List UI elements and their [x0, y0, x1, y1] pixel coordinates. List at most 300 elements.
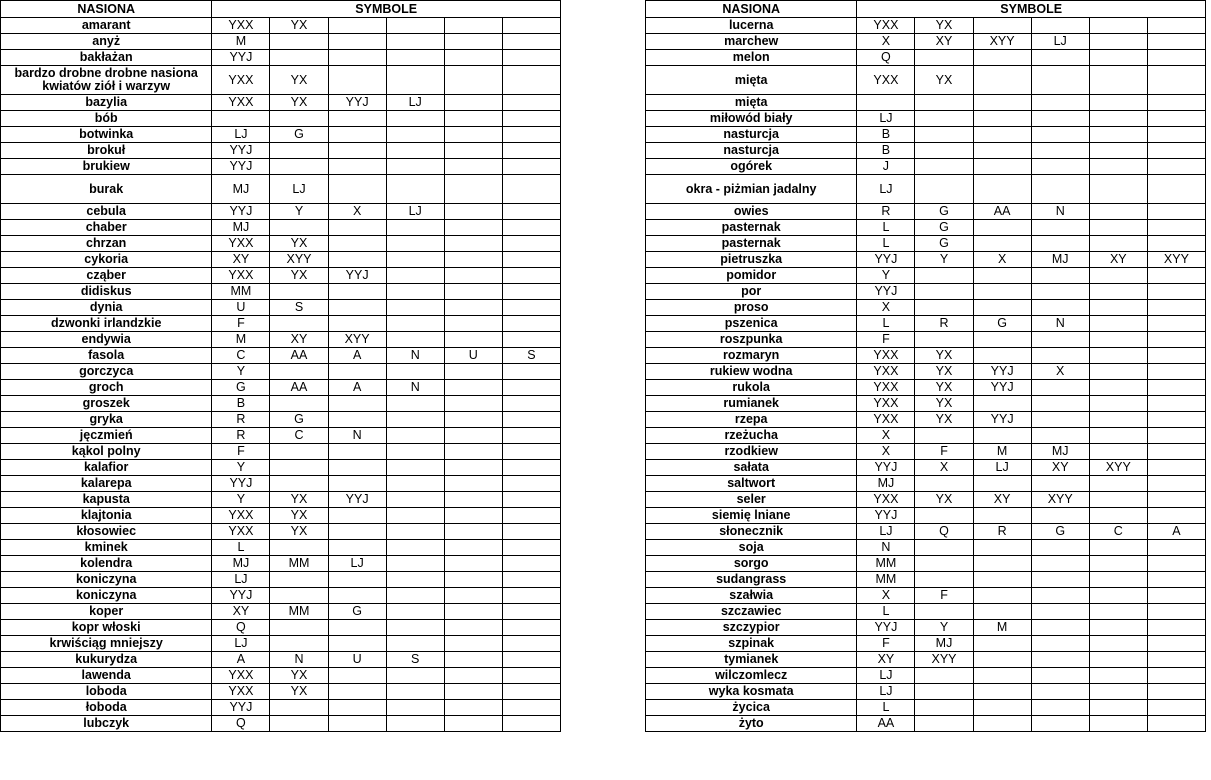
symbol-cell	[212, 111, 270, 127]
symbol-cell	[1147, 460, 1205, 476]
symbol-cell: AA	[973, 204, 1031, 220]
symbol-cell	[444, 396, 502, 412]
table-row	[646, 588, 1206, 604]
seed-name: szczawiec	[646, 604, 857, 620]
symbol-cell: YXX	[212, 524, 270, 540]
symbol-cell	[444, 684, 502, 700]
seed-name: pasternak	[646, 236, 857, 252]
table-row	[1, 268, 561, 284]
symbol-cell	[386, 300, 444, 316]
symbol-cell: B	[857, 143, 915, 159]
symbol-cell: LJ	[857, 111, 915, 127]
header-row	[646, 1, 1206, 18]
symbol-cell	[973, 236, 1031, 252]
seed-name: siemię lniane	[646, 508, 857, 524]
table-row	[646, 204, 1206, 220]
symbol-cell	[1089, 316, 1147, 332]
symbol-cell: XYY	[1089, 460, 1147, 476]
seed-name: kapusta	[1, 492, 212, 508]
symbol-cell: MJ	[1031, 444, 1089, 460]
symbol-cell: AA	[270, 348, 328, 364]
symbol-cell	[444, 204, 502, 220]
symbol-cell	[502, 556, 560, 572]
seed-name: wilczomlecz	[646, 668, 857, 684]
symbol-cell	[1089, 50, 1147, 66]
symbol-cell: LJ	[386, 204, 444, 220]
symbol-cell: B	[857, 127, 915, 143]
symbol-cell: X	[857, 300, 915, 316]
table-row	[646, 268, 1206, 284]
table-row	[1, 428, 561, 444]
table-row	[646, 159, 1206, 175]
symbol-cell	[1089, 444, 1147, 460]
seed-name: pietruszka	[646, 252, 857, 268]
symbol-cell	[502, 66, 560, 95]
symbol-cell	[328, 508, 386, 524]
seed-name: saltwort	[646, 476, 857, 492]
symbol-cell: YYJ	[328, 492, 386, 508]
symbol-cell	[1147, 364, 1205, 380]
symbol-cell	[1089, 540, 1147, 556]
symbol-cell	[444, 175, 502, 204]
symbol-cell: R	[973, 524, 1031, 540]
symbol-cell	[915, 50, 973, 66]
table-row	[646, 66, 1206, 95]
symbol-cell	[386, 716, 444, 732]
symbol-cell	[1031, 540, 1089, 556]
symbol-cell: Q	[212, 620, 270, 636]
symbol-cell	[1089, 95, 1147, 111]
header-symbole: SYMBOLE	[212, 1, 561, 18]
symbol-cell	[1147, 668, 1205, 684]
symbol-cell: YX	[270, 66, 328, 95]
symbol-cell	[1147, 66, 1205, 95]
header-row	[1, 1, 561, 18]
table-row	[1, 556, 561, 572]
symbol-cell	[1089, 348, 1147, 364]
seed-name: lucerna	[646, 18, 857, 34]
symbol-cell	[973, 556, 1031, 572]
symbol-cell: R	[915, 316, 973, 332]
table-row	[646, 396, 1206, 412]
seed-name: lawenda	[1, 668, 212, 684]
symbol-cell	[1089, 492, 1147, 508]
table-row	[646, 716, 1206, 732]
symbol-cell: YYJ	[857, 284, 915, 300]
symbol-cell	[915, 700, 973, 716]
table-row	[1, 492, 561, 508]
symbol-cell	[444, 556, 502, 572]
symbol-cell	[502, 316, 560, 332]
seed-name: żyto	[646, 716, 857, 732]
symbol-cell	[444, 316, 502, 332]
symbol-cell	[915, 175, 973, 204]
symbol-cell: Y	[212, 364, 270, 380]
seed-table-left	[0, 0, 561, 732]
symbol-cell: A	[328, 380, 386, 396]
symbol-cell	[386, 66, 444, 95]
table-row	[646, 143, 1206, 159]
symbol-cell	[444, 636, 502, 652]
symbol-cell: YYJ	[212, 159, 270, 175]
symbol-cell	[1089, 18, 1147, 34]
symbol-cell: Q	[212, 716, 270, 732]
symbol-cell: YXX	[857, 492, 915, 508]
seed-name: miłowód biały	[646, 111, 857, 127]
table-row	[646, 492, 1206, 508]
symbol-cell: Y	[212, 492, 270, 508]
symbol-cell	[973, 66, 1031, 95]
symbol-cell	[1031, 50, 1089, 66]
symbol-cell	[502, 127, 560, 143]
symbol-cell	[1031, 428, 1089, 444]
seed-name: szpinak	[646, 636, 857, 652]
symbol-cell: XY	[857, 652, 915, 668]
symbol-cell	[270, 540, 328, 556]
symbol-cell: LJ	[857, 175, 915, 204]
table-row	[1, 220, 561, 236]
seed-name: nasturcja	[646, 143, 857, 159]
symbol-cell	[444, 236, 502, 252]
symbol-cell	[386, 620, 444, 636]
table-row	[1, 236, 561, 252]
table-row	[646, 636, 1206, 652]
seed-name: kolendra	[1, 556, 212, 572]
symbol-cell	[328, 460, 386, 476]
seed-name: łoboda	[1, 700, 212, 716]
symbol-cell	[444, 700, 502, 716]
table-row	[1, 716, 561, 732]
symbol-cell	[973, 111, 1031, 127]
symbol-cell	[1147, 34, 1205, 50]
symbol-cell	[502, 476, 560, 492]
symbol-cell	[386, 604, 444, 620]
symbol-cell	[1031, 284, 1089, 300]
symbol-cell	[270, 460, 328, 476]
symbol-cell: YXX	[212, 95, 270, 111]
symbol-cell	[1089, 284, 1147, 300]
symbol-cell	[270, 34, 328, 50]
symbol-cell	[328, 284, 386, 300]
seed-name: klajtonia	[1, 508, 212, 524]
seed-name: okra - piżmian jadalny	[646, 175, 857, 204]
seed-name: nasturcja	[646, 127, 857, 143]
symbol-cell: YX	[270, 268, 328, 284]
symbol-cell	[444, 95, 502, 111]
symbol-cell	[1031, 66, 1089, 95]
table-row	[1, 111, 561, 127]
symbol-cell: MM	[270, 604, 328, 620]
symbol-cell	[328, 300, 386, 316]
symbol-cell: Y	[915, 620, 973, 636]
symbol-cell	[915, 428, 973, 444]
symbol-cell: G	[270, 127, 328, 143]
symbol-cell: F	[915, 444, 973, 460]
symbol-cell	[973, 18, 1031, 34]
symbol-cell	[973, 396, 1031, 412]
symbol-cell: YYJ	[212, 50, 270, 66]
symbol-cell: XY	[270, 332, 328, 348]
symbol-cell	[502, 364, 560, 380]
symbol-cell	[1147, 412, 1205, 428]
table-row	[1, 444, 561, 460]
symbol-cell	[1147, 175, 1205, 204]
symbol-cell	[1031, 127, 1089, 143]
symbol-cell: MM	[212, 284, 270, 300]
table-row	[646, 508, 1206, 524]
symbol-cell	[1031, 508, 1089, 524]
symbol-cell	[502, 492, 560, 508]
symbol-cell: A	[328, 348, 386, 364]
symbol-cell: AA	[270, 380, 328, 396]
symbol-cell	[270, 50, 328, 66]
symbol-cell: MJ	[212, 220, 270, 236]
symbol-cell	[328, 524, 386, 540]
symbol-cell	[502, 252, 560, 268]
seed-name: sorgo	[646, 556, 857, 572]
symbol-cell	[1031, 143, 1089, 159]
symbol-cell	[444, 127, 502, 143]
symbol-cell	[1147, 508, 1205, 524]
seed-name: sałata	[646, 460, 857, 476]
symbol-cell	[1089, 143, 1147, 159]
symbol-cell	[1147, 284, 1205, 300]
symbol-cell	[502, 428, 560, 444]
table-row	[1, 380, 561, 396]
symbol-cell	[973, 572, 1031, 588]
symbol-cell: YXX	[212, 508, 270, 524]
symbol-cell	[973, 508, 1031, 524]
seed-name: cykoria	[1, 252, 212, 268]
symbol-cell	[1031, 236, 1089, 252]
symbol-cell	[973, 540, 1031, 556]
seed-name: jęczmień	[1, 428, 212, 444]
symbol-cell: LJ	[857, 684, 915, 700]
symbol-cell: YXX	[857, 66, 915, 95]
symbol-cell	[1089, 380, 1147, 396]
symbol-cell	[1031, 332, 1089, 348]
table-row	[646, 540, 1206, 556]
symbol-cell	[973, 604, 1031, 620]
seed-name: rozmaryn	[646, 348, 857, 364]
seed-name: rzeżucha	[646, 428, 857, 444]
table-row	[646, 236, 1206, 252]
seed-name: mięta	[646, 66, 857, 95]
symbol-cell	[386, 364, 444, 380]
seed-name: amarant	[1, 18, 212, 34]
symbol-cell: YX	[915, 396, 973, 412]
symbol-cell	[1031, 95, 1089, 111]
symbol-cell: YYJ	[328, 268, 386, 284]
symbol-cell	[1031, 700, 1089, 716]
symbol-cell: Y	[270, 204, 328, 220]
table-row	[1, 95, 561, 111]
seed-name: rzodkiew	[646, 444, 857, 460]
symbol-cell	[444, 66, 502, 95]
symbol-cell: L	[857, 236, 915, 252]
symbol-cell	[502, 18, 560, 34]
symbol-cell	[1147, 444, 1205, 460]
symbol-cell	[444, 428, 502, 444]
symbol-cell: X	[857, 444, 915, 460]
symbol-cell	[1089, 652, 1147, 668]
symbol-cell: YX	[915, 380, 973, 396]
seed-name: brokuł	[1, 143, 212, 159]
symbol-cell	[502, 95, 560, 111]
symbol-cell: YXX	[857, 348, 915, 364]
seed-name: melon	[646, 50, 857, 66]
table-row	[1, 620, 561, 636]
symbol-cell	[444, 620, 502, 636]
table-row	[646, 364, 1206, 380]
symbol-cell	[502, 716, 560, 732]
symbol-cell	[1147, 716, 1205, 732]
symbol-cell: YYJ	[857, 508, 915, 524]
seed-name: ogórek	[646, 159, 857, 175]
symbol-cell	[502, 111, 560, 127]
symbol-cell	[328, 572, 386, 588]
seed-name: pasternak	[646, 220, 857, 236]
symbol-cell: L	[212, 540, 270, 556]
symbol-cell	[1031, 588, 1089, 604]
symbol-cell: G	[915, 220, 973, 236]
symbol-cell: YXX	[857, 18, 915, 34]
table-row	[646, 652, 1206, 668]
symbol-cell: YYJ	[857, 620, 915, 636]
table-row	[646, 700, 1206, 716]
symbol-cell	[973, 348, 1031, 364]
symbol-cell	[270, 143, 328, 159]
symbol-cell	[328, 316, 386, 332]
symbol-cell	[386, 524, 444, 540]
symbol-cell	[1089, 620, 1147, 636]
seed-name: kłosowiec	[1, 524, 212, 540]
symbol-cell	[973, 588, 1031, 604]
seed-name: chaber	[1, 220, 212, 236]
symbol-cell: LJ	[270, 175, 328, 204]
seed-name: owies	[646, 204, 857, 220]
symbol-cell	[973, 175, 1031, 204]
symbol-cell	[1147, 111, 1205, 127]
symbol-cell: X	[857, 428, 915, 444]
symbol-cell: XY	[915, 34, 973, 50]
symbol-cell	[386, 127, 444, 143]
symbol-cell	[1147, 316, 1205, 332]
symbol-cell	[1147, 652, 1205, 668]
symbol-cell	[973, 476, 1031, 492]
symbol-cell: N	[328, 428, 386, 444]
table-row	[646, 284, 1206, 300]
symbol-cell	[502, 572, 560, 588]
symbol-cell	[1147, 604, 1205, 620]
seed-name: endywia	[1, 332, 212, 348]
symbol-cell	[502, 636, 560, 652]
symbol-cell: YYJ	[973, 380, 1031, 396]
symbol-cell: MJ	[212, 556, 270, 572]
symbol-cell	[1147, 143, 1205, 159]
symbol-cell	[1147, 50, 1205, 66]
symbol-cell: YYJ	[328, 95, 386, 111]
symbol-cell	[386, 508, 444, 524]
symbol-cell	[270, 220, 328, 236]
symbol-cell	[1147, 476, 1205, 492]
symbol-cell	[270, 396, 328, 412]
symbol-cell	[857, 95, 915, 111]
symbol-cell: N	[386, 380, 444, 396]
symbol-cell: MM	[270, 556, 328, 572]
table-row	[646, 50, 1206, 66]
table-row	[646, 252, 1206, 268]
symbol-cell	[1089, 34, 1147, 50]
symbol-cell	[1089, 588, 1147, 604]
seed-name: bardzo drobne drobne nasiona kwiatów ziół i warzyw	[1, 66, 212, 95]
symbol-cell	[1147, 300, 1205, 316]
symbol-cell	[1147, 684, 1205, 700]
symbol-cell	[1147, 556, 1205, 572]
symbol-cell	[444, 508, 502, 524]
symbol-cell: YXX	[857, 396, 915, 412]
symbol-cell	[444, 364, 502, 380]
symbol-cell: MM	[857, 572, 915, 588]
symbol-cell: S	[386, 652, 444, 668]
symbol-cell: YYJ	[857, 460, 915, 476]
symbol-cell	[915, 476, 973, 492]
symbol-cell	[1031, 348, 1089, 364]
symbol-cell	[386, 444, 444, 460]
symbol-cell	[915, 668, 973, 684]
table-row	[1, 700, 561, 716]
symbol-cell: YXX	[212, 668, 270, 684]
symbol-cell	[1147, 572, 1205, 588]
symbol-cell: LJ	[212, 636, 270, 652]
symbol-cell: YXX	[857, 364, 915, 380]
symbol-cell	[328, 220, 386, 236]
symbol-cell	[502, 175, 560, 204]
table-row	[646, 111, 1206, 127]
symbol-cell: G	[328, 604, 386, 620]
symbol-cell: B	[212, 396, 270, 412]
symbol-cell	[444, 268, 502, 284]
symbol-cell: C	[212, 348, 270, 364]
symbol-cell	[270, 111, 328, 127]
symbol-cell	[973, 684, 1031, 700]
symbol-cell	[270, 700, 328, 716]
header-symbole: SYMBOLE	[857, 1, 1206, 18]
seed-name: szałwia	[646, 588, 857, 604]
symbol-cell	[973, 636, 1031, 652]
symbol-cell: YX	[915, 412, 973, 428]
symbol-cell	[502, 412, 560, 428]
symbol-cell	[502, 620, 560, 636]
symbol-cell: XYY	[328, 332, 386, 348]
symbol-cell: S	[502, 348, 560, 364]
symbol-cell	[1147, 492, 1205, 508]
symbol-cell	[444, 540, 502, 556]
symbol-cell	[444, 332, 502, 348]
symbol-cell: LJ	[1031, 34, 1089, 50]
symbol-cell: L	[857, 604, 915, 620]
symbol-cell	[915, 540, 973, 556]
symbol-cell: F	[857, 332, 915, 348]
symbol-cell	[1031, 556, 1089, 572]
symbol-cell	[444, 444, 502, 460]
symbol-cell	[502, 34, 560, 50]
symbol-cell	[1089, 220, 1147, 236]
symbol-cell: LJ	[212, 572, 270, 588]
symbol-cell	[502, 300, 560, 316]
symbol-cell: F	[212, 444, 270, 460]
symbol-cell	[328, 175, 386, 204]
